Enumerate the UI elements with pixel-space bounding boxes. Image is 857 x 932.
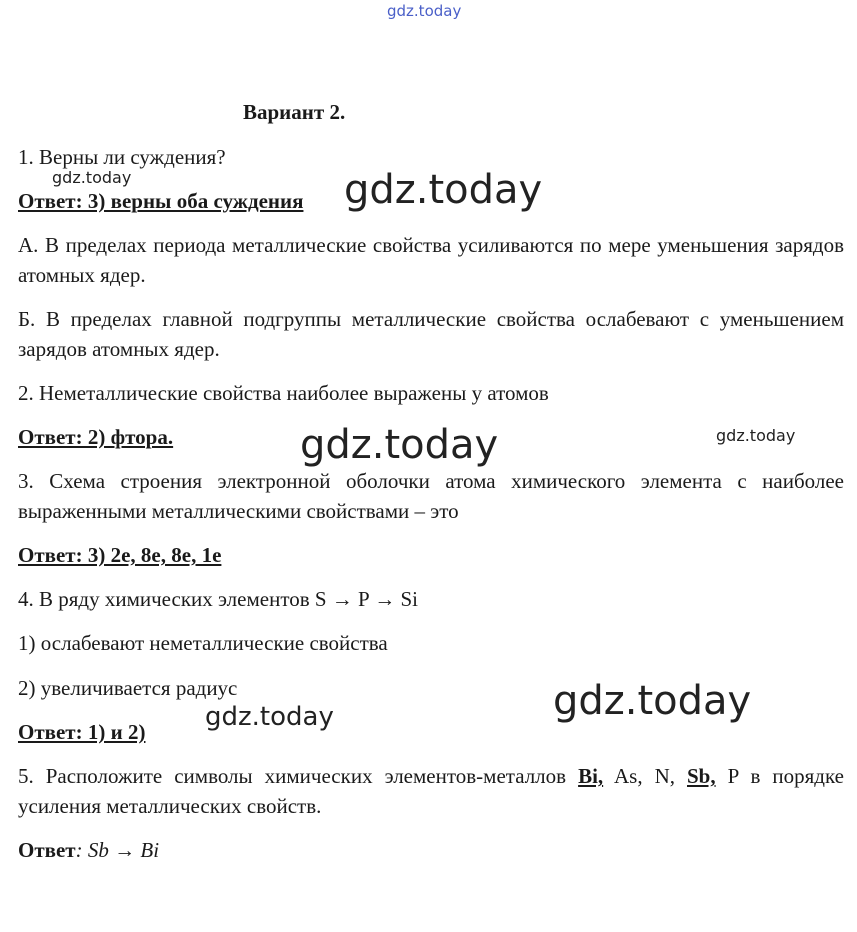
watermark-large: gdz.today	[553, 678, 752, 724]
answer-1: Ответ: 3) верны оба суждения	[18, 189, 304, 213]
page-title: Вариант 2.	[243, 100, 346, 124]
element-bi: Bi,	[578, 764, 604, 788]
question-5-middle: As, N,	[603, 764, 687, 788]
element-sb: Sb,	[687, 764, 716, 788]
question-2: 2. Неметаллические свойства наиболее выражены у атомов	[18, 381, 549, 405]
answer-2: Ответ: 2) фтора.	[18, 425, 174, 449]
question-3: 3. Схема строения электронной оболочки атома химического элемента с наиболее выраженными металлическими свойствами – это	[18, 469, 844, 523]
watermark-medium: gdz.today	[205, 702, 334, 732]
watermark-large: gdz.today	[344, 167, 543, 213]
question-4: 4. В ряду химических элементов S → P → Si	[18, 587, 418, 611]
answer-5	[18, 835, 159, 865]
statement-a: А. В пределах периода металлические свойства усиливаются по мере уменьшения зарядов атомных ядер.	[18, 233, 844, 287]
watermark-small: gdz.today	[52, 168, 132, 187]
option-2: 2) увеличивается радиус	[18, 676, 238, 700]
statement-b: Б. В пределах главной подгруппы металлические свойства ослабевают с уменьшением зарядов атомных ядер.	[18, 307, 844, 361]
watermark-large: gdz.today	[300, 422, 499, 468]
question-5	[18, 761, 844, 821]
answer-4: Ответ: 1) и 2)	[18, 720, 146, 744]
watermark-top: gdz.today	[387, 2, 462, 20]
answer-5-value: : Sb → Bi	[75, 838, 160, 862]
question-5-prefix: 5. Расположите символы химических элементов-металлов	[18, 764, 579, 788]
option-1: 1) ослабевают неметаллические свойства	[18, 631, 388, 655]
question-5-suffix: P в порядке усиления металлических свойств.	[18, 764, 844, 818]
answer-5-label: Ответ	[18, 838, 76, 862]
question-1: 1. Верны ли суждения?	[18, 145, 226, 169]
watermark-small: gdz.today	[716, 426, 796, 445]
answer-3: Ответ: 3) 2e, 8e, 8e, 1e	[18, 543, 222, 567]
